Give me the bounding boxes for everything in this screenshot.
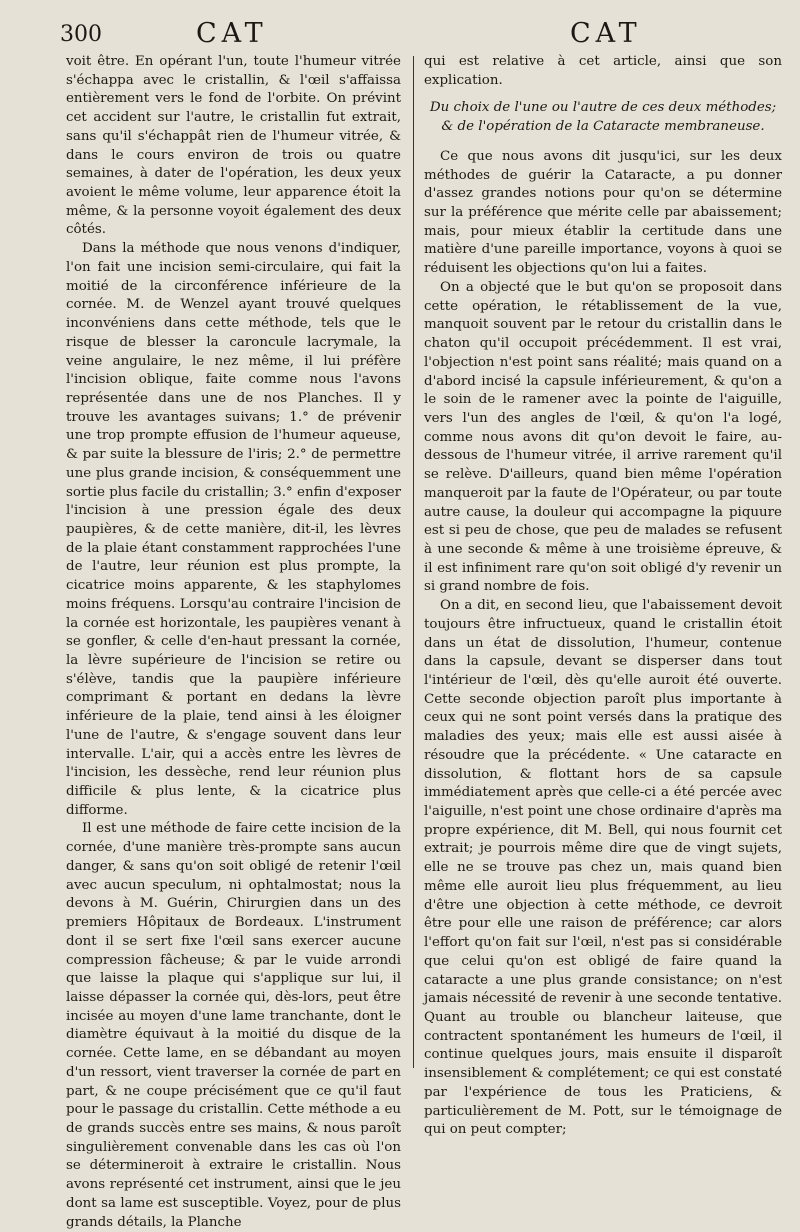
paragraph: Il est une méthode de faire cette incision de la cornée, d'une manière très-prompte sans aucun danger, & sans qu'on soit obligé de retenir l'œil avec aucun speculum, ni ophtalmostat; nous la devons à M. Guérin, Chirurgien dans un des premiers Hôpitaux de Bordeaux. L'instrument dont il se sert fixe l'œil sans exercer aucune compression fâcheuse; & par le vuide arrondi que laisse la plaque qui s'applique sur lui, il laisse dépasser la cornée qui, dès-lors, peut être incisée au moyen d'une lame tranchante, dont le diamètre équivaut à la moitié du disque de la cornée. Cette lame, en se débandant au moyen d'un ressort, vient traverser la cornée de part en part, & ne coupe précisément que ce qu'il faut pour le passage du cristallin. Cette méthode a eu de grands succès entre ses mains, & nous paroît singulièrement convenable dans les cas où l'on se détermineroit à extraire le cristallin. Nous avons représenté cet instrument, ainsi que le jeu dont sa lame est susceptible. Voyez, pour de plus grands détails, la Planche [66, 821, 401, 1230]
section-heading [424, 99, 782, 136]
paragraph: On a dit, en second lieu, que l'abaissement devoit toujours être infructueux, quand le cristallin étoit dans un état de dissolution, l'humeur, contenue dans la capsule, devant se disperser dans tout l'intérieur de l'œil, dès qu'elle auroit été ouverte. Cette seconde objection paroît plus importante à ceux qui ne sont point versés dans la pratique des maladies des yeux; mais elle est aussi aisée à résoudre que la précédente. « Une cataracte en dissolution, & flottant hors de sa capsule immédiatement après que celle-ci a été percée avec l'aiguille, n'est point une chose ordinaire d'après ma propre expérience, dit M. Bell, qui nous fournit cet extrait; je pourrois même dire que de vingt sujets, elle ne se trouve pas chez un, mais quand bien même elle auroit lieu plus fréquemment, au lieu d'être une objection à cette méthode, ce devroit être pour elle une raison de préférence; car alors l'effort qu'on fait sur l'œil, n'est pas si considérable que celui qu'on est obligé de faire quand la cataracte a une plus grande consistance; on n'est jamais nécessité de revenir à une seconde tentative. Quant au trouble ou blancheur laiteuse, que contractent spontanément les humeurs de l'œil, il continue quelques jours, mais ensuite il disparoît insensiblement & complétement; ce qui est constaté par l'expérience de tous les Praticiens, & particulièrement de M. Pott, sur le témoignage de qui on peut compter; [424, 598, 782, 1138]
left-column [66, 53, 401, 1232]
running-head-right: CAT [570, 18, 642, 49]
column-divider [413, 56, 414, 1068]
paragraph: On a objecté que le but qu'on se proposoit dans cette opération, le rétablissement de la vue, manquoit souvent par le retour du cristallin dans le chaton qu'il occupoit précédemment. Il est vrai, l'objection n'est point sans réalité; mais quand on a d'abord incisé la capsule inférieurement, & qu'on a le soin de le ramener avec la pointe de l'aiguille, vers l'un des angles de l'œil, & qu'on l'a logé, comme nous avons dit qu'on devoit le faire, au-dessous de l'humeur vitrée, il arrive rarement qu'il se relève. D'ailleurs, quand bien même l'opération manqueroit par la faute de l'Opérateur, ou par toute autre cause, la douleur qui accompagne la piquure est si peu de chose, que peu de malades se refusent à une seconde & même à une troisième épreuve, & il est infiniment rare qu'on soit obligé d'y revenir un si grand nombre de fois. [424, 279, 782, 595]
paragraph: qui est relative à cet article, ainsi que son explication. [424, 54, 782, 88]
page-number: 300 [60, 22, 102, 47]
paragraph: voit être. En opérant l'un, toute l'humeur vitrée s'échappa avec le cristallin, & l'œil s'affaissa entièrement vers le fond de l'orbite. On prévint cet accident sur l'autre, le cristallin fut extrait, sans qu'il s'échappât rien de l'humeur vitrée, & dans le cours environ de trois ou quatre semaines, à dater de l'opération, les deux yeux avoient le même volume, leur apparence étoit la même, & la personne voyoit également des deux côtés. [66, 54, 401, 238]
running-head-left: CAT [196, 18, 268, 49]
paragraph: Ce que nous avons dit jusqu'ici, sur les deux méthodes de guérir la Cataracte, a pu donner d'assez grandes notions pour qu'on se détermine sur la préférence que mérite celle par abaissement; mais, pour mieux établir la certitude dans une matière d'une pareille importance, voyons à quoi se réduisent les objections qu'on lui a faites. [424, 148, 782, 277]
section-heading-line: & de l'opération de la Cataracte membraneuse. [441, 119, 765, 135]
right-column [424, 53, 782, 1140]
page-header [0, 18, 800, 52]
section-heading-line: Du choix de l'une ou l'autre de ces deux méthodes; [429, 100, 777, 116]
paragraph: Dans la méthode que nous venons d'indiquer, l'on fait une incision semi-circulaire, qui fait la moitié de la circonférence inférieure de la cornée. M. de Wenzel ayant trouvé quelques inconvéniens dans cette méthode, tels que le risque de blesser la caroncule lacrymale, la veine angulaire, le nez même, il lui préfère l'incision oblique, faite comme nous l'avons représentée dans une de nos Planches. Il y trouve les avantages suivans; 1.° de prévenir une trop prompte effusion de l'humeur aqueuse, & par suite la blessure de l'iris; 2.° de permettre une plus grande incision, & conséquemment une sortie plus facile du cristallin; 3.° enfin d'exposer l'incision à une pression égale des deux paupières, & de cette manière, dit-il, les lèvres de la plaie étant constamment rapprochées l'une de l'autre, leur réunion est plus prompte, la cicatrice moins apparente, & les staphylomes moins fréquens. Lorsqu'au contraire l'incision de la cornée est horizontale, les paupières venant à se gonfler, & celle d'en-haut pressant la cornée, la lèvre supérieure de l'incision se retire ou s'élève, tandis que la paupière inférieure comprimant & portant en dedans la lèvre inférieure de la plaie, tend ainsi à les éloigner l'une de l'autre, & s'engage souvent dans leur intervalle. L'air, qui a accès entre les lèvres de l'incision, les dessèche, rend leur réunion plus difficile & plus lente, & la cicatrice plus difforme. [66, 241, 401, 818]
